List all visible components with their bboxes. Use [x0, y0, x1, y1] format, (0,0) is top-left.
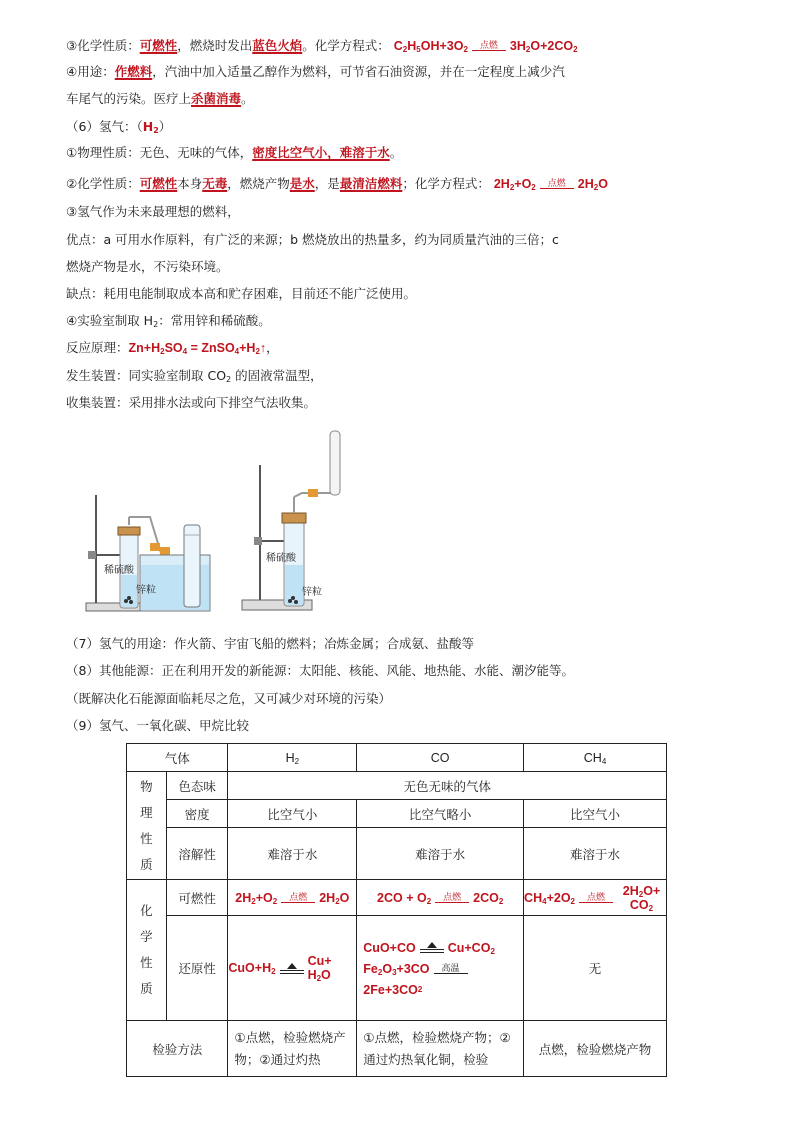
cond-text: 点燃: [289, 892, 308, 902]
eq-bar: [579, 902, 613, 903]
row-label: 溶解性: [166, 828, 228, 880]
row-label: 可燃性: [166, 880, 228, 916]
text: 车尾气的污染。医疗上: [66, 91, 192, 106]
eq-right: $Cu+CO_2$: [447, 940, 495, 956]
keyword: 可燃性: [139, 38, 178, 53]
equation: [363, 941, 495, 955]
eq-left: $CH_4+2O_2$: [524, 890, 575, 906]
table-cell: 难溶于水: [357, 828, 524, 880]
table-row: [127, 744, 667, 772]
table-cell: 比空气小: [524, 800, 667, 828]
header-cell: $H_2$: [228, 744, 357, 772]
eq-left: $2H_2+O_2$: [235, 891, 278, 906]
apparatus-right: [242, 431, 340, 610]
equation: [524, 884, 666, 912]
table-cell: [357, 916, 524, 1021]
text-line: 发生装置：同实验室制取 $CO_2$ 的固液常温型，: [66, 368, 323, 384]
text: ，汽油中加入适量乙醇作为燃料，可节省石油资源，并在一定程度上减少汽: [152, 64, 565, 79]
cond-text: 点燃: [586, 891, 605, 902]
eq-right: $2H_2O$: [319, 891, 350, 906]
table-cell: 难溶于水: [524, 828, 667, 880]
text: 本身: [177, 176, 203, 191]
keyword: 蓝色火焰: [252, 38, 303, 53]
table-cell: 无: [524, 916, 667, 1021]
chemical-property-label: [127, 880, 167, 1021]
zinc-label: 锌粒: [302, 587, 322, 598]
header-cell: 气体: [127, 744, 228, 772]
char: 质: [140, 981, 153, 996]
acid-label: 稀硫酸: [104, 565, 134, 576]
eq-condition: [281, 893, 315, 903]
equation: [228, 954, 356, 982]
table-cell: [228, 880, 357, 916]
text: 反应原理：: [66, 340, 129, 355]
text-line: 缺点：耗用电能制取成本高和贮存困难，目前还不能广泛使用。: [66, 286, 417, 301]
text-line: 收集装置：采用排水法或向下排空气法收集。: [66, 395, 317, 410]
hydrogen-chemical-line: [66, 176, 608, 192]
table-row: [127, 828, 667, 880]
row-label: 密度: [166, 800, 228, 828]
keyword: 是水: [289, 176, 315, 191]
table-cell: ①点燃，检验燃烧产物；②通过灼热: [228, 1021, 357, 1077]
ethanol-chem-property-line: [66, 38, 578, 54]
char: 性: [140, 955, 153, 970]
zinc-label: 锌粒: [136, 585, 156, 596]
eq-bar: [420, 949, 444, 953]
eq-bar: [281, 902, 315, 903]
text: ，燃烧产物: [227, 176, 290, 191]
char: 质: [140, 856, 153, 872]
eq-right: $Cu+ H_2O$: [307, 954, 332, 983]
text: 。: [241, 91, 254, 106]
char: 学: [140, 929, 153, 944]
text-line: （既解决化石能源面临耗尽之危，又可减少对环境的污染）: [66, 691, 392, 706]
keyword: 杀菌消毒: [191, 91, 242, 106]
char: 理: [140, 804, 153, 820]
table-cell: [357, 880, 524, 916]
eq-bar: [280, 970, 304, 974]
text: 。化学方程式：: [302, 38, 390, 53]
reaction-principle-line: [66, 340, 279, 356]
eq-condition: [540, 179, 574, 189]
table-cell: [228, 916, 357, 1021]
cond-text: 高温: [441, 962, 460, 973]
table-cell: 点燃，检验燃烧产物: [524, 1021, 667, 1077]
eq-left: $C_2H_5OH+3O_2$: [393, 39, 468, 54]
table-row: [127, 772, 667, 800]
hydrogen-physical-line: [66, 145, 402, 161]
keyword: 可燃性: [139, 176, 178, 191]
equation: [363, 962, 471, 976]
equation-product: 2Fe+3CO 2: [363, 982, 423, 997]
eq-condition: [434, 964, 468, 974]
eq-condition: [579, 893, 613, 903]
heat-condition: [280, 963, 304, 974]
table-row: [127, 800, 667, 828]
header-cell: CO: [357, 744, 524, 772]
table-cell: 比空气略小: [357, 800, 524, 828]
table-cell: 难溶于水: [228, 828, 357, 880]
hydrogen-heading: [66, 119, 171, 135]
cond-text: 点燃: [443, 892, 462, 902]
char: 物: [140, 778, 153, 794]
keyword: 作燃料: [114, 64, 153, 79]
hydrogen-apparatus-figure: [80, 425, 420, 620]
char: 性: [140, 830, 153, 846]
keyword: 最清洁燃料: [339, 176, 403, 191]
cond-text: 点燃: [479, 40, 498, 50]
text: ）: [158, 119, 172, 134]
table-row: [127, 880, 667, 916]
gas-comparison-table: [126, 743, 667, 1077]
ethanol-usage-line: [66, 64, 565, 80]
text-line: ④实验室制取 $H_2$：常用锌和稀硫酸。: [66, 313, 271, 329]
heat-triangle: [427, 942, 437, 948]
ethanol-equation: [394, 38, 578, 54]
eq-right: $3H_2O+2CO_2$: [509, 39, 578, 54]
acid-label: 稀硫酸: [266, 553, 296, 564]
text: 。: [389, 145, 403, 160]
table-cell: 比空气小: [228, 800, 357, 828]
text: ，: [266, 340, 279, 355]
header-cell: $CH_4$: [524, 744, 667, 772]
eq-left: $2CO + O_2$: [377, 891, 432, 906]
text-line: ③氢气作为未来最理想的燃料，: [66, 204, 240, 219]
eq-left: $Fe_2O_3+3CO$: [363, 961, 430, 977]
cond-text: 点燃: [547, 178, 566, 188]
text: ；化学方程式：: [402, 176, 490, 191]
char: 化: [140, 903, 153, 918]
text: ③化学性质：: [66, 38, 140, 53]
apparatus-left: [86, 495, 210, 611]
eq-bar: [435, 902, 469, 903]
eq-left: CuO+CO: [363, 940, 416, 955]
table-row: [127, 916, 667, 1021]
equation: [377, 891, 503, 905]
equation: [235, 891, 349, 905]
keyword: 无毒: [202, 176, 228, 191]
text-line: （8）其他能源：正在利用开发的新能源：太阳能、核能、风能、地热能、水能、潮汐能等。: [66, 663, 574, 678]
row-label: 色态味: [166, 772, 228, 800]
eq-bar: [540, 188, 574, 189]
keyword: $H_2$: [142, 119, 159, 135]
text-line: 燃烧产物是水，不污染环境。: [66, 259, 229, 274]
eq-right: $2H_2O+ CO_2$: [622, 883, 661, 913]
text-line: （9）氢气、一氧化碳、甲烷比较: [66, 718, 249, 733]
text-line: （7）氢气的用途：作火箭、宇宙飞船的燃料；冶炼金属；合成氨、盐酸等: [66, 636, 474, 651]
heat-condition: [420, 942, 444, 953]
reaction-equation: $Zn+H_2SO_4$ = $ZnSO_4+H_2↑$: [128, 341, 267, 356]
eq-condition: [472, 41, 506, 51]
eq-right: $2CO_2$: [473, 891, 504, 906]
text-line: 优点：a 可用水作原料，有广泛的来源；b 燃烧放出的热量多，约为同质量汽油的三倍；c: [66, 232, 559, 247]
eq-condition: [435, 893, 469, 903]
row-label: 检验方法: [127, 1021, 228, 1077]
text: ④用途：: [66, 64, 115, 79]
eq-bar: [434, 973, 468, 974]
ethanol-usage-line-2: [66, 91, 254, 107]
text: ，是: [314, 176, 340, 191]
eq-left: $CuO+H_2$: [228, 961, 276, 976]
table-cell: ①点燃，检验燃烧产物；②通过灼热氧化铜，检验: [357, 1021, 524, 1077]
eq-right: $2H_2O$: [577, 177, 608, 192]
text: ，燃烧时发出: [177, 38, 253, 53]
row-label: 还原性: [166, 916, 228, 1021]
table-cell: 无色无味的气体: [228, 772, 667, 800]
table-cell: [524, 880, 667, 916]
text: （6）氢气：（: [66, 119, 143, 134]
hydrogen-equation: [494, 176, 608, 192]
eq-left: $2H_2+O_2$: [493, 177, 536, 192]
text: ②化学性质：: [66, 176, 140, 191]
physical-property-label: [127, 772, 167, 880]
text: ①物理性质：无色、无味的气体，: [66, 145, 253, 160]
heat-triangle: [287, 963, 297, 969]
eq-bar: [472, 50, 506, 51]
table-row: [127, 1021, 667, 1077]
keyword: 密度比空气小，难溶于水: [252, 145, 390, 160]
